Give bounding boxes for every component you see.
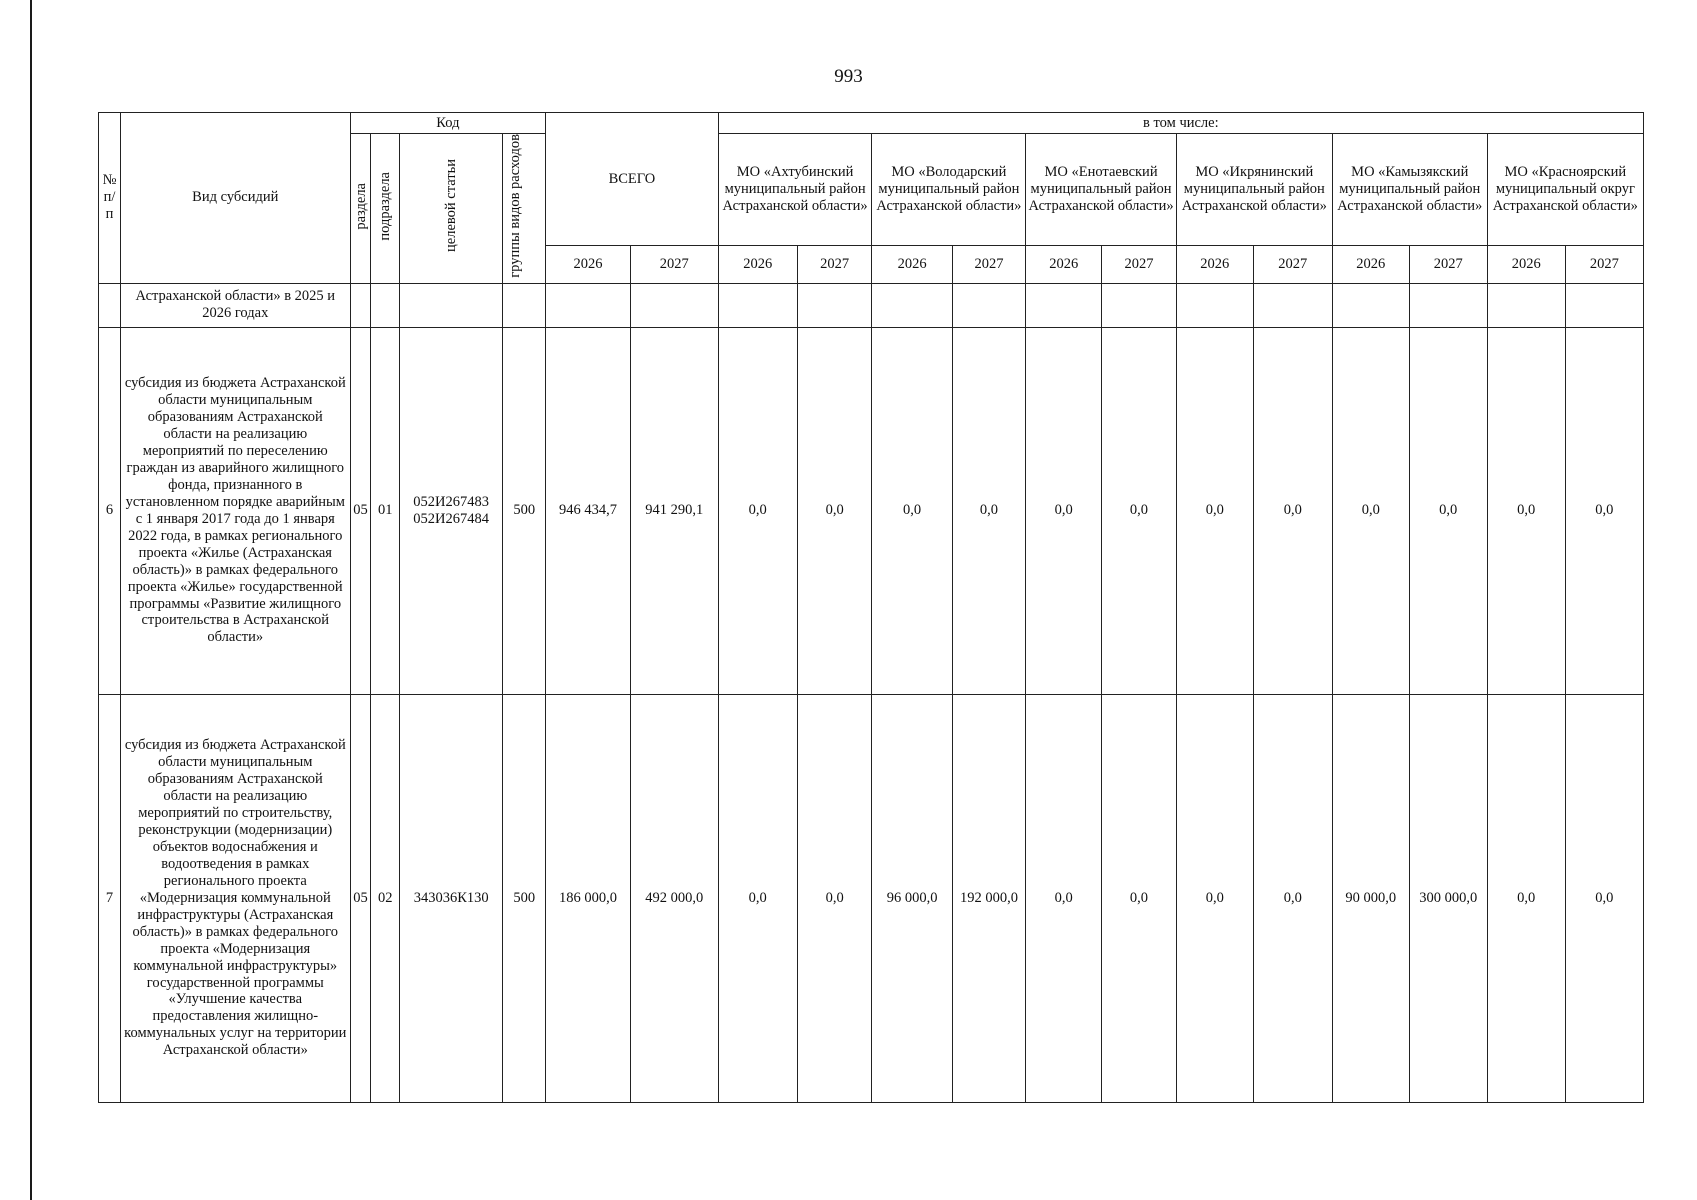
header-year: 2026	[1332, 246, 1409, 284]
cell-value: 946 434,7	[546, 327, 631, 694]
cell-value: 0,0	[952, 327, 1026, 694]
row-subsection	[371, 283, 400, 327]
header-mo-ikryaninsky: МО «Икрянинский муниципальный район Астраханской области»	[1176, 134, 1332, 246]
header-year: 2027	[1565, 246, 1643, 284]
cell-value: 0,0	[1253, 327, 1332, 694]
cell-value: 0,0	[1253, 694, 1332, 1102]
cell-value: 0,0	[797, 327, 872, 694]
cell-value: 0,0	[718, 327, 797, 694]
header-year: 2027	[1409, 246, 1487, 284]
row-num: 7	[99, 694, 121, 1102]
header-year: 2027	[952, 246, 1026, 284]
header-mo-kamyzyaksky: МО «Камызякский муниципальный район Астраханской области»	[1332, 134, 1487, 246]
header-mo-krasnoyarsky: МО «Красноярский муниципальный округ Астраханской области»	[1487, 134, 1643, 246]
cell-value	[952, 283, 1026, 327]
cell-value: 941 290,1	[630, 327, 718, 694]
header-mo-volodarsky: МО «Володарский муниципальный район Астраханской области»	[872, 134, 1026, 246]
header-including: в том числе:	[718, 113, 1643, 134]
cell-value: 0,0	[1565, 327, 1643, 694]
cell-value: 0,0	[1176, 327, 1253, 694]
row-num	[99, 283, 121, 327]
cell-value	[1409, 283, 1487, 327]
header-year: 2026	[872, 246, 952, 284]
header-subsidy-type: Вид субсидий	[120, 113, 350, 284]
header-total: ВСЕГО	[546, 113, 719, 246]
row-section: 05	[350, 694, 371, 1102]
page-number: 993	[834, 66, 863, 87]
header-year: 2026	[546, 246, 631, 284]
cell-value	[1026, 283, 1102, 327]
header-year: 2027	[1253, 246, 1332, 284]
cell-value: 0,0	[797, 694, 872, 1102]
cell-value	[1102, 283, 1177, 327]
cell-value	[797, 283, 872, 327]
row-target: 052И267483 052И267484	[400, 327, 503, 694]
header-mo-akhtubinsky: МО «Ахтубинский муниципальный район Астраханской области»	[718, 134, 872, 246]
cell-value	[872, 283, 952, 327]
cell-value: 0,0	[1487, 694, 1565, 1102]
row-target	[400, 283, 503, 327]
header-num: № п/п	[99, 113, 121, 284]
cell-value: 0,0	[1565, 694, 1643, 1102]
table-row	[99, 694, 1644, 1102]
header-year: 2027	[630, 246, 718, 284]
cell-value	[546, 283, 631, 327]
cell-value: 96 000,0	[872, 694, 952, 1102]
table-row	[99, 327, 1644, 694]
cell-value	[1332, 283, 1409, 327]
header-mo-enotaevsky: МО «Енотаевский муниципальный район Астраханской области»	[1026, 134, 1177, 246]
header-year: 2026	[1026, 246, 1102, 284]
cell-value	[1487, 283, 1565, 327]
row-group	[503, 283, 546, 327]
cell-value: 0,0	[1409, 327, 1487, 694]
cell-value: 0,0	[1026, 327, 1102, 694]
cell-value	[630, 283, 718, 327]
subsidy-table	[98, 112, 1644, 1103]
cell-value: 300 000,0	[1409, 694, 1487, 1102]
cell-value: 0,0	[1026, 694, 1102, 1102]
binding-line	[30, 0, 32, 1200]
header-year: 2026	[1487, 246, 1565, 284]
cell-value: 0,0	[1487, 327, 1565, 694]
row-target: 343036К130	[400, 694, 503, 1102]
header-code-section: раздела	[350, 134, 371, 284]
row-description: Астраханской области» в 2025 и 2026 годах	[120, 283, 350, 327]
header-code: Код	[350, 113, 546, 134]
header-year: 2027	[797, 246, 872, 284]
cell-value: 492 000,0	[630, 694, 718, 1102]
row-subsection: 01	[371, 327, 400, 694]
row-description: субсидия из бюджета Астраханской области муниципальным образованиям Астраханской области на реализацию мероприятий по строительству, реконструкции (модернизации) объектов водоснабжения и водоотведения в рамках регионального проекта «Модернизация коммунальной инфраструктуры (Астраханская область)» в рамках федерального проекта «Модернизация коммунальной инфраструктуры» государственной программы «Улучшение качества предоставления жилищно-коммунальных услуг на территории Астраханской области»	[120, 694, 350, 1102]
row-section: 05	[350, 327, 371, 694]
row-section	[350, 283, 371, 327]
row-group: 500	[503, 327, 546, 694]
cell-value	[1565, 283, 1643, 327]
cell-value: 0,0	[872, 327, 952, 694]
cell-value: 186 000,0	[546, 694, 631, 1102]
cell-value: 0,0	[1102, 694, 1177, 1102]
header-year: 2026	[718, 246, 797, 284]
table-row	[99, 283, 1644, 327]
header-code-group: группы видов расходов	[503, 134, 546, 284]
header-code-target: целевой статьи	[400, 134, 503, 284]
cell-value	[1176, 283, 1253, 327]
header-code-subsection: подраздела	[371, 134, 400, 284]
cell-value: 0,0	[1176, 694, 1253, 1102]
cell-value	[1253, 283, 1332, 327]
header-year: 2027	[1102, 246, 1177, 284]
cell-value: 90 000,0	[1332, 694, 1409, 1102]
row-num: 6	[99, 327, 121, 694]
cell-value: 192 000,0	[952, 694, 1026, 1102]
row-subsection: 02	[371, 694, 400, 1102]
cell-value	[718, 283, 797, 327]
cell-value: 0,0	[1102, 327, 1177, 694]
header-year: 2026	[1176, 246, 1253, 284]
cell-value: 0,0	[1332, 327, 1409, 694]
row-group: 500	[503, 694, 546, 1102]
cell-value: 0,0	[718, 694, 797, 1102]
row-description: субсидия из бюджета Астраханской области муниципальным образованиям Астраханской области на реализацию мероприятий по переселению граждан из аварийного жилищного фонда, признанного в установленном порядке аварийным с 1 января 2017 года до 1 января 2022 года, в рамках регионального проекта «Жилье (Астраханская область)» в рамках федерального проекта «Жилье» государственной программы «Развитие жилищного строительства в Астраханской области»	[120, 327, 350, 694]
